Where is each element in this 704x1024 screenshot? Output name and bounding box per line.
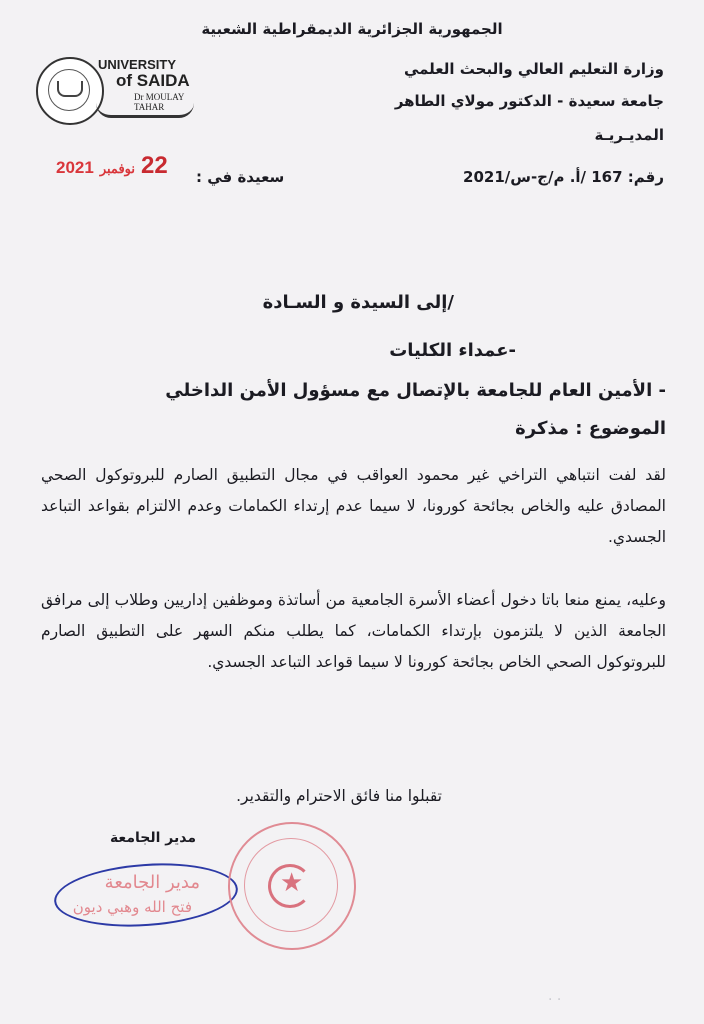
director-signature-stamp bbox=[40, 862, 200, 932]
reference-number: رقم: 167 /أ. م/ج-س/2021 bbox=[463, 168, 664, 186]
signature-stamp-name: فتح الله وهبي ديون bbox=[72, 898, 192, 916]
date-stamp-year: 2021 bbox=[56, 158, 94, 177]
ministry-header: وزارة التعليم العالي والبحث العلمي bbox=[403, 60, 664, 78]
salutation: /إلى السيدة و السـادة bbox=[262, 292, 454, 313]
logo-seal-icon bbox=[36, 57, 104, 125]
faint-mark: · · bbox=[548, 992, 562, 1008]
logo-line-2: of SAIDA bbox=[116, 71, 190, 90]
body-paragraph-2: وعليه، يمنع منعا باتا دخول أعضاء الأسرة الجامعية من أساتذة وموظفين إداريين وطلاب إلى مرافق الجامعة الذين لا يلتزمون بإرتداء الكمامات، كما يطلب منكم السهر على التطبيق الصارم للبروتوكول الصحي الخاص بجائحة كورونا لا سيما قواعد التباعد الجسدي. bbox=[41, 591, 666, 671]
logo-line-3: Dr MOULAY TAHAR bbox=[134, 92, 185, 112]
body-paragraph-1: لقد لفت انتباهي التراخي غير محمود العواقب في مجال التطبيق الصارم للبروتوكول الصحي المصادق عليه والخاص بجائحة كورونا، لا سيما عدم إرتداء الكمامات وعدم الالتزام بقواعد التباعد الجسدي. bbox=[41, 466, 666, 546]
date-stamp-day: 22 bbox=[141, 152, 168, 179]
city-date-label: سعيدة في : bbox=[196, 168, 285, 186]
department-header: المديـريـة bbox=[594, 126, 664, 144]
university-header: جامعة سعيدة - الدكتور مولاي الطاهر bbox=[394, 92, 664, 110]
addressee-deans: -عمداء الكليات bbox=[389, 340, 516, 361]
signature-scribble-icon bbox=[52, 858, 240, 933]
university-logo bbox=[36, 55, 196, 125]
star-icon: ★ bbox=[280, 868, 304, 898]
signer-title: مدير الجامعة bbox=[109, 830, 196, 846]
official-seal-icon bbox=[228, 822, 356, 950]
date-stamp bbox=[56, 152, 168, 180]
closing-line: تقبلوا منا فائق الاحترام والتقدير. bbox=[236, 787, 442, 805]
logo-line-1: UNIVERSITY bbox=[98, 57, 177, 72]
republic-header: الجمهورية الجزائرية الديمقراطية الشعبية bbox=[201, 20, 503, 38]
signature-stamp-title: مدير الجامعة bbox=[104, 872, 200, 893]
addressee-secretary-general: - الأمين العام للجامعة بالإتصال مع مسؤول الأمن الداخلي bbox=[165, 380, 666, 401]
subject-line: الموضوع : مذكرة bbox=[515, 418, 666, 439]
date-stamp-month: نوفمبر bbox=[99, 161, 135, 176]
